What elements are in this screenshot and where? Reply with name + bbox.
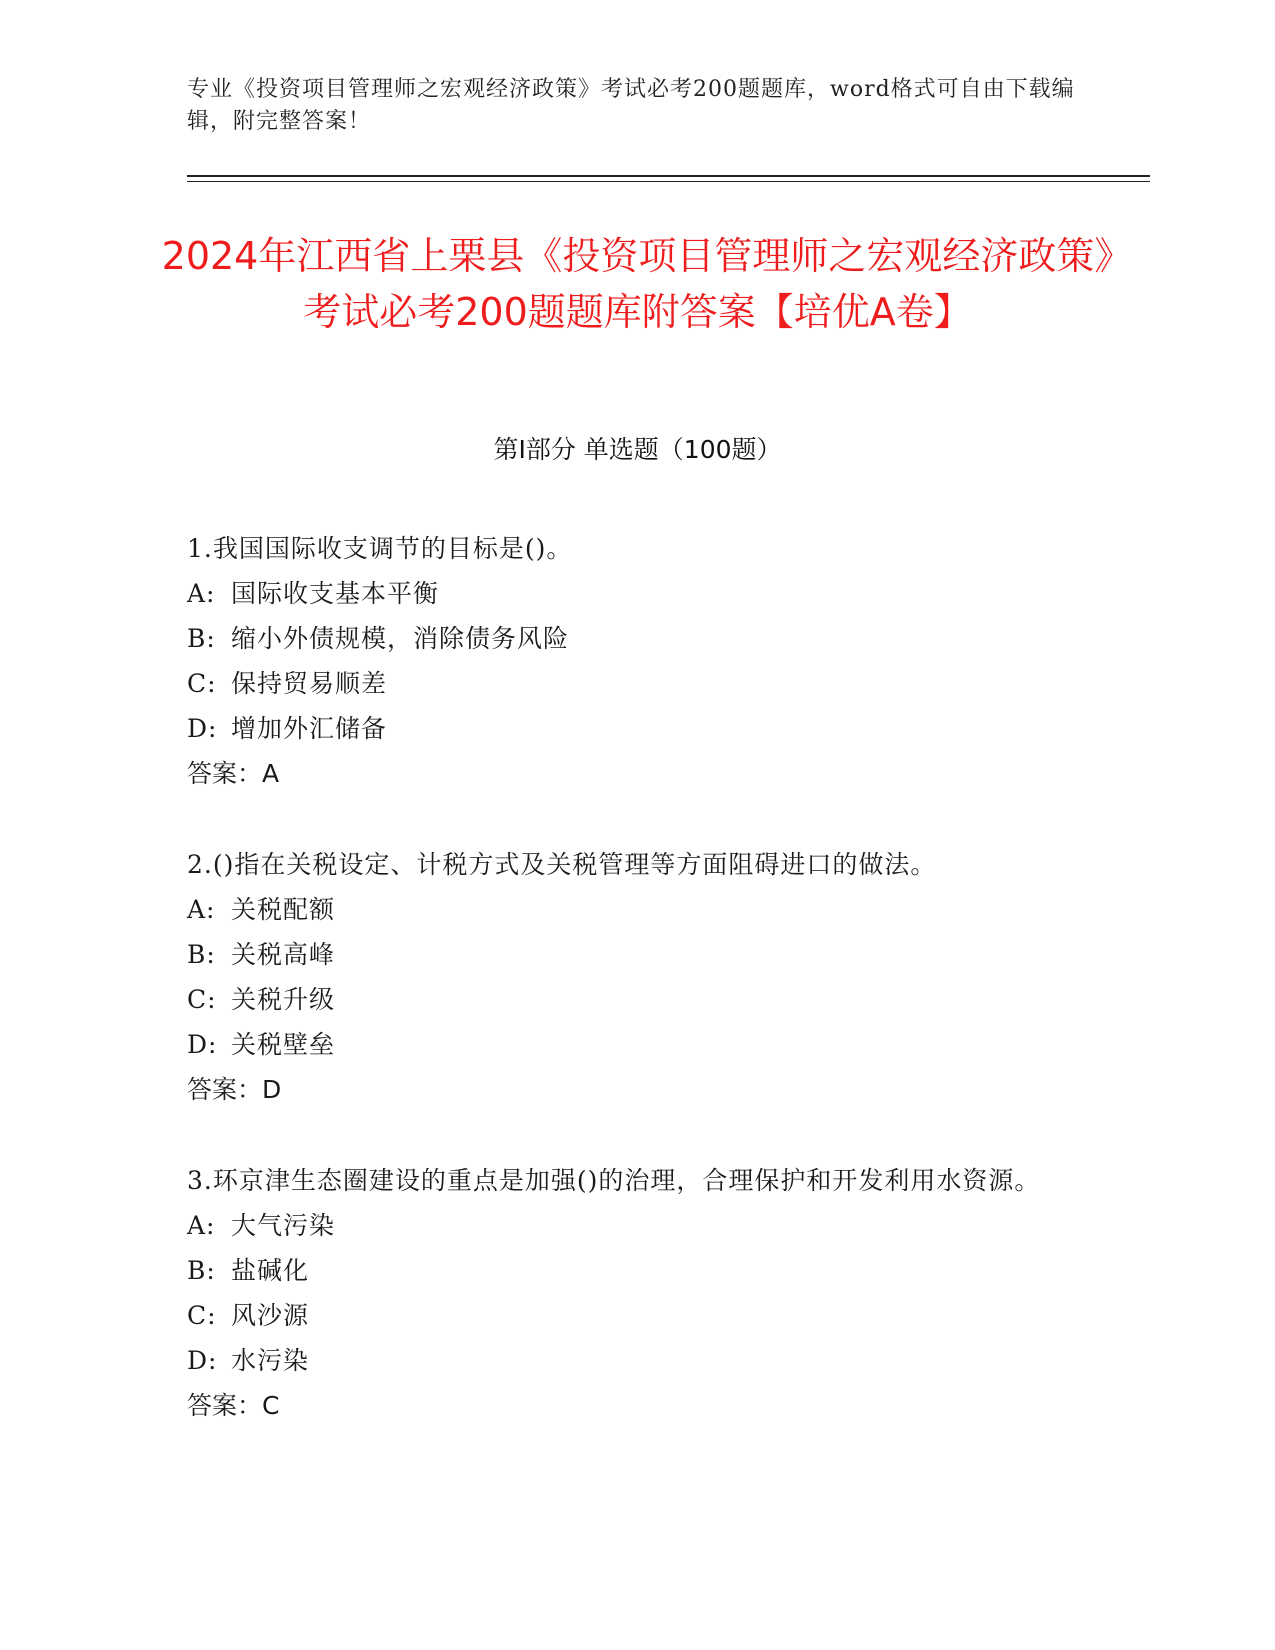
- option-text: 国际收支基本平衡: [231, 579, 440, 608]
- question-stem: 1.我国国际收支调节的目标是()。: [187, 534, 573, 563]
- option-text: 关税配额: [231, 895, 336, 924]
- option-d: [187, 1338, 1067, 1383]
- option-a: [187, 1203, 1067, 1248]
- option-letter: C:: [187, 985, 217, 1014]
- option-letter: B:: [187, 624, 216, 653]
- option-text: 风沙源: [231, 1301, 310, 1330]
- question-3: [187, 1158, 1067, 1428]
- option-letter: B:: [187, 1256, 216, 1285]
- document-title: 2024年江西省上栗县《投资项目管理师之宏观经济政策》考试必考200题题库附答案【培优A卷】: [161, 234, 1114, 334]
- question-stem: 2.()指在关税设定、计税方式及关税管理等方面阻碍进口的做法。: [187, 850, 937, 879]
- option-b: [187, 932, 1067, 977]
- question-list: [187, 526, 1067, 1474]
- option-letter: A:: [187, 1211, 216, 1240]
- option-letter: D:: [187, 1030, 218, 1059]
- option-text: 盐碱化: [231, 1256, 310, 1285]
- header-rule-thick: [187, 175, 1150, 177]
- option-text: 保持贸易顺差: [231, 669, 388, 698]
- option-text: 关税高峰: [231, 940, 336, 969]
- question-stem: 3.环京津生态圈建设的重点是加强()的治理，合理保护和开发利用水资源。: [187, 1166, 1041, 1195]
- option-d: [187, 706, 1067, 751]
- header-rule-thin: [187, 181, 1150, 182]
- header-note: 专业《投资项目管理师之宏观经济政策》考试必考200题题库，word格式可自由下载编辑，附完整答案！: [187, 77, 1075, 134]
- option-letter: A:: [187, 579, 216, 608]
- question-2: [187, 842, 1067, 1112]
- answer: 答案：D: [187, 1075, 282, 1104]
- option-text: 缩小外债规模，消除债务风险: [231, 624, 570, 653]
- option-a: [187, 887, 1067, 932]
- option-letter: C:: [187, 1301, 217, 1330]
- option-letter: C:: [187, 669, 217, 698]
- option-text: 水污染: [231, 1346, 310, 1375]
- option-c: [187, 1293, 1067, 1338]
- answer: 答案：A: [187, 759, 280, 788]
- option-a: [187, 571, 1067, 616]
- option-d: [187, 1022, 1067, 1067]
- option-text: 增加外汇储备: [231, 714, 388, 743]
- option-text: 关税升级: [231, 985, 336, 1014]
- option-letter: A:: [187, 895, 216, 924]
- option-letter: D:: [187, 1346, 218, 1375]
- option-text: 大气污染: [231, 1211, 336, 1240]
- option-text: 关税壁垒: [231, 1030, 336, 1059]
- option-c: [187, 661, 1067, 706]
- option-letter: B:: [187, 940, 216, 969]
- answer: 答案：C: [187, 1391, 280, 1420]
- option-b: [187, 1248, 1067, 1293]
- question-1: [187, 526, 1067, 796]
- option-c: [187, 977, 1067, 1022]
- option-b: [187, 616, 1067, 661]
- option-letter: D:: [187, 714, 218, 743]
- section-heading: 第I部分 单选题（100题）: [493, 435, 782, 464]
